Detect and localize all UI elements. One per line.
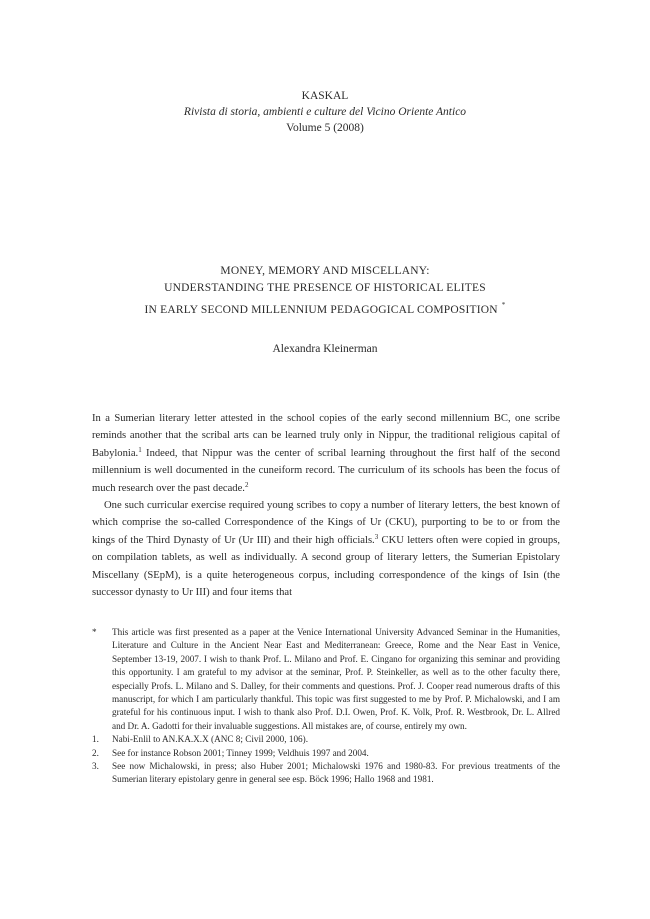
paragraph-2 (92, 497, 560, 601)
title-line-1: MONEY, MEMORY AND MISCELLANY: (220, 265, 430, 277)
paragraph-1-text-b: Indeed, that Nippur was the center of scribal learning throughout the first half of the second millennium is well documented in the cuneiform record. The curriculum of its schools has been the focus of much research over the past decade. (92, 447, 560, 494)
author-name: Alexandra Kleinerman (272, 343, 378, 355)
footnote-star (92, 626, 560, 733)
footnote-ref-3[interactable]: 3 (374, 532, 379, 541)
journal-subtitle: Rivista di storia, ambienti e culture del Vicino Oriente Antico (183, 106, 467, 118)
footnote-mark: * (92, 627, 97, 637)
footnote-ref-2[interactable]: 2 (244, 480, 249, 489)
footnote-text: Nabi-Enlil to AN.KA.X.X (ANC 8; Civil 2000, 106). (112, 734, 308, 745)
footnote-mark: 3. (92, 761, 99, 772)
title-line-3 (60, 297, 590, 319)
paragraph-1 (92, 410, 560, 497)
article-body (92, 410, 560, 601)
paragraph-2-text-b: CKU letters often were copied in groups, on compilation tablets, as well as individually. A second group of literary letters, the Sumerian Epistolary Miscellany (SEpM), is a quite heterogeneous corpus, including correspondence of the kings of Isin (the successor dynasty to Ur III) and four items that (92, 534, 561, 599)
paragraph-2-text-a: One such curricular exercise required young scribes to copy a number of literary letters, the best known of which comprise the so-called Correspondence of the Kings of Ur (CKU), purporting to be to or from the kings of the Third Dynasty of Ur (Ur III) and their high officials. (92, 500, 560, 546)
footnote-ref-1[interactable]: 1 (138, 445, 142, 454)
title-line-2: UNDERSTANDING THE PRESENCE OF HISTORICAL ELITES (164, 282, 486, 294)
footnotes (92, 626, 560, 787)
footnote-text: See for instance Robson 2001; Tinney 1999; Veldhuis 1997 and 2004. (112, 747, 369, 758)
journal-header (0, 88, 650, 136)
footnote-3 (92, 760, 560, 787)
footnote-2 (92, 747, 560, 760)
title-line-3-text: IN EARLY SECOND MILLENNIUM PEDAGOGICAL COMPOSITION (144, 304, 498, 316)
footnote-mark: 2. (92, 747, 99, 758)
title-footnote-mark[interactable]: * (501, 301, 506, 309)
footnote-mark: 1. (92, 734, 99, 745)
footnote-text: This article was first presented as a paper at the Venice International University Advanced Seminar in the Humanities, Literature and Culture in the Ancient Near East and Mediterranean: Greece, Rome and the Near East in Venice, September 13-19, 2007. I wish to thank Prof. L. Milano and Prof. E. Cingano for organizing this seminar and providing this opportunity. I am grateful to my advisor at the seminar, Prof. P. Steinkeller, as well as to the other faculty there, especially Profs. L. Milano and S. Dalley, for their comments and questions. Prof. J. Cooper read numerous drafts of this manuscript, for which I am particularly thankful. This topic was first suggested to me by Prof. P. Michalowski, and I am grateful for his continuous input. I wish to thank also Prof. D.I. Owen, Prof. K. Volk, Prof. R. Westbrook, Dr. L. Allred and Dr. A. Gadotti for their invaluable suggestions. All mistakes are, of course, entirely my own. (112, 627, 560, 731)
footnote-1 (92, 733, 560, 746)
journal-volume: Volume 5 (2008) (286, 122, 364, 134)
paragraph-1-text-a: In a Sumerian literary letter attested in the school copies of the early second millennium BC, one scribe reminds another that the scribal arts can be learned truly only in Nippur, the traditional religious capital of Babylonia. (92, 413, 560, 459)
article-title (60, 263, 590, 319)
footnote-text: See now Michalowski, in press; also Huber 2001; Michalowski 1976 and 1980-83. For previous treatments of the Sumerian literary epistolary genre in general see esp. Böck 1996; Hallo 1968 and 1981. (112, 761, 560, 785)
journal-name: KASKAL (301, 90, 349, 102)
